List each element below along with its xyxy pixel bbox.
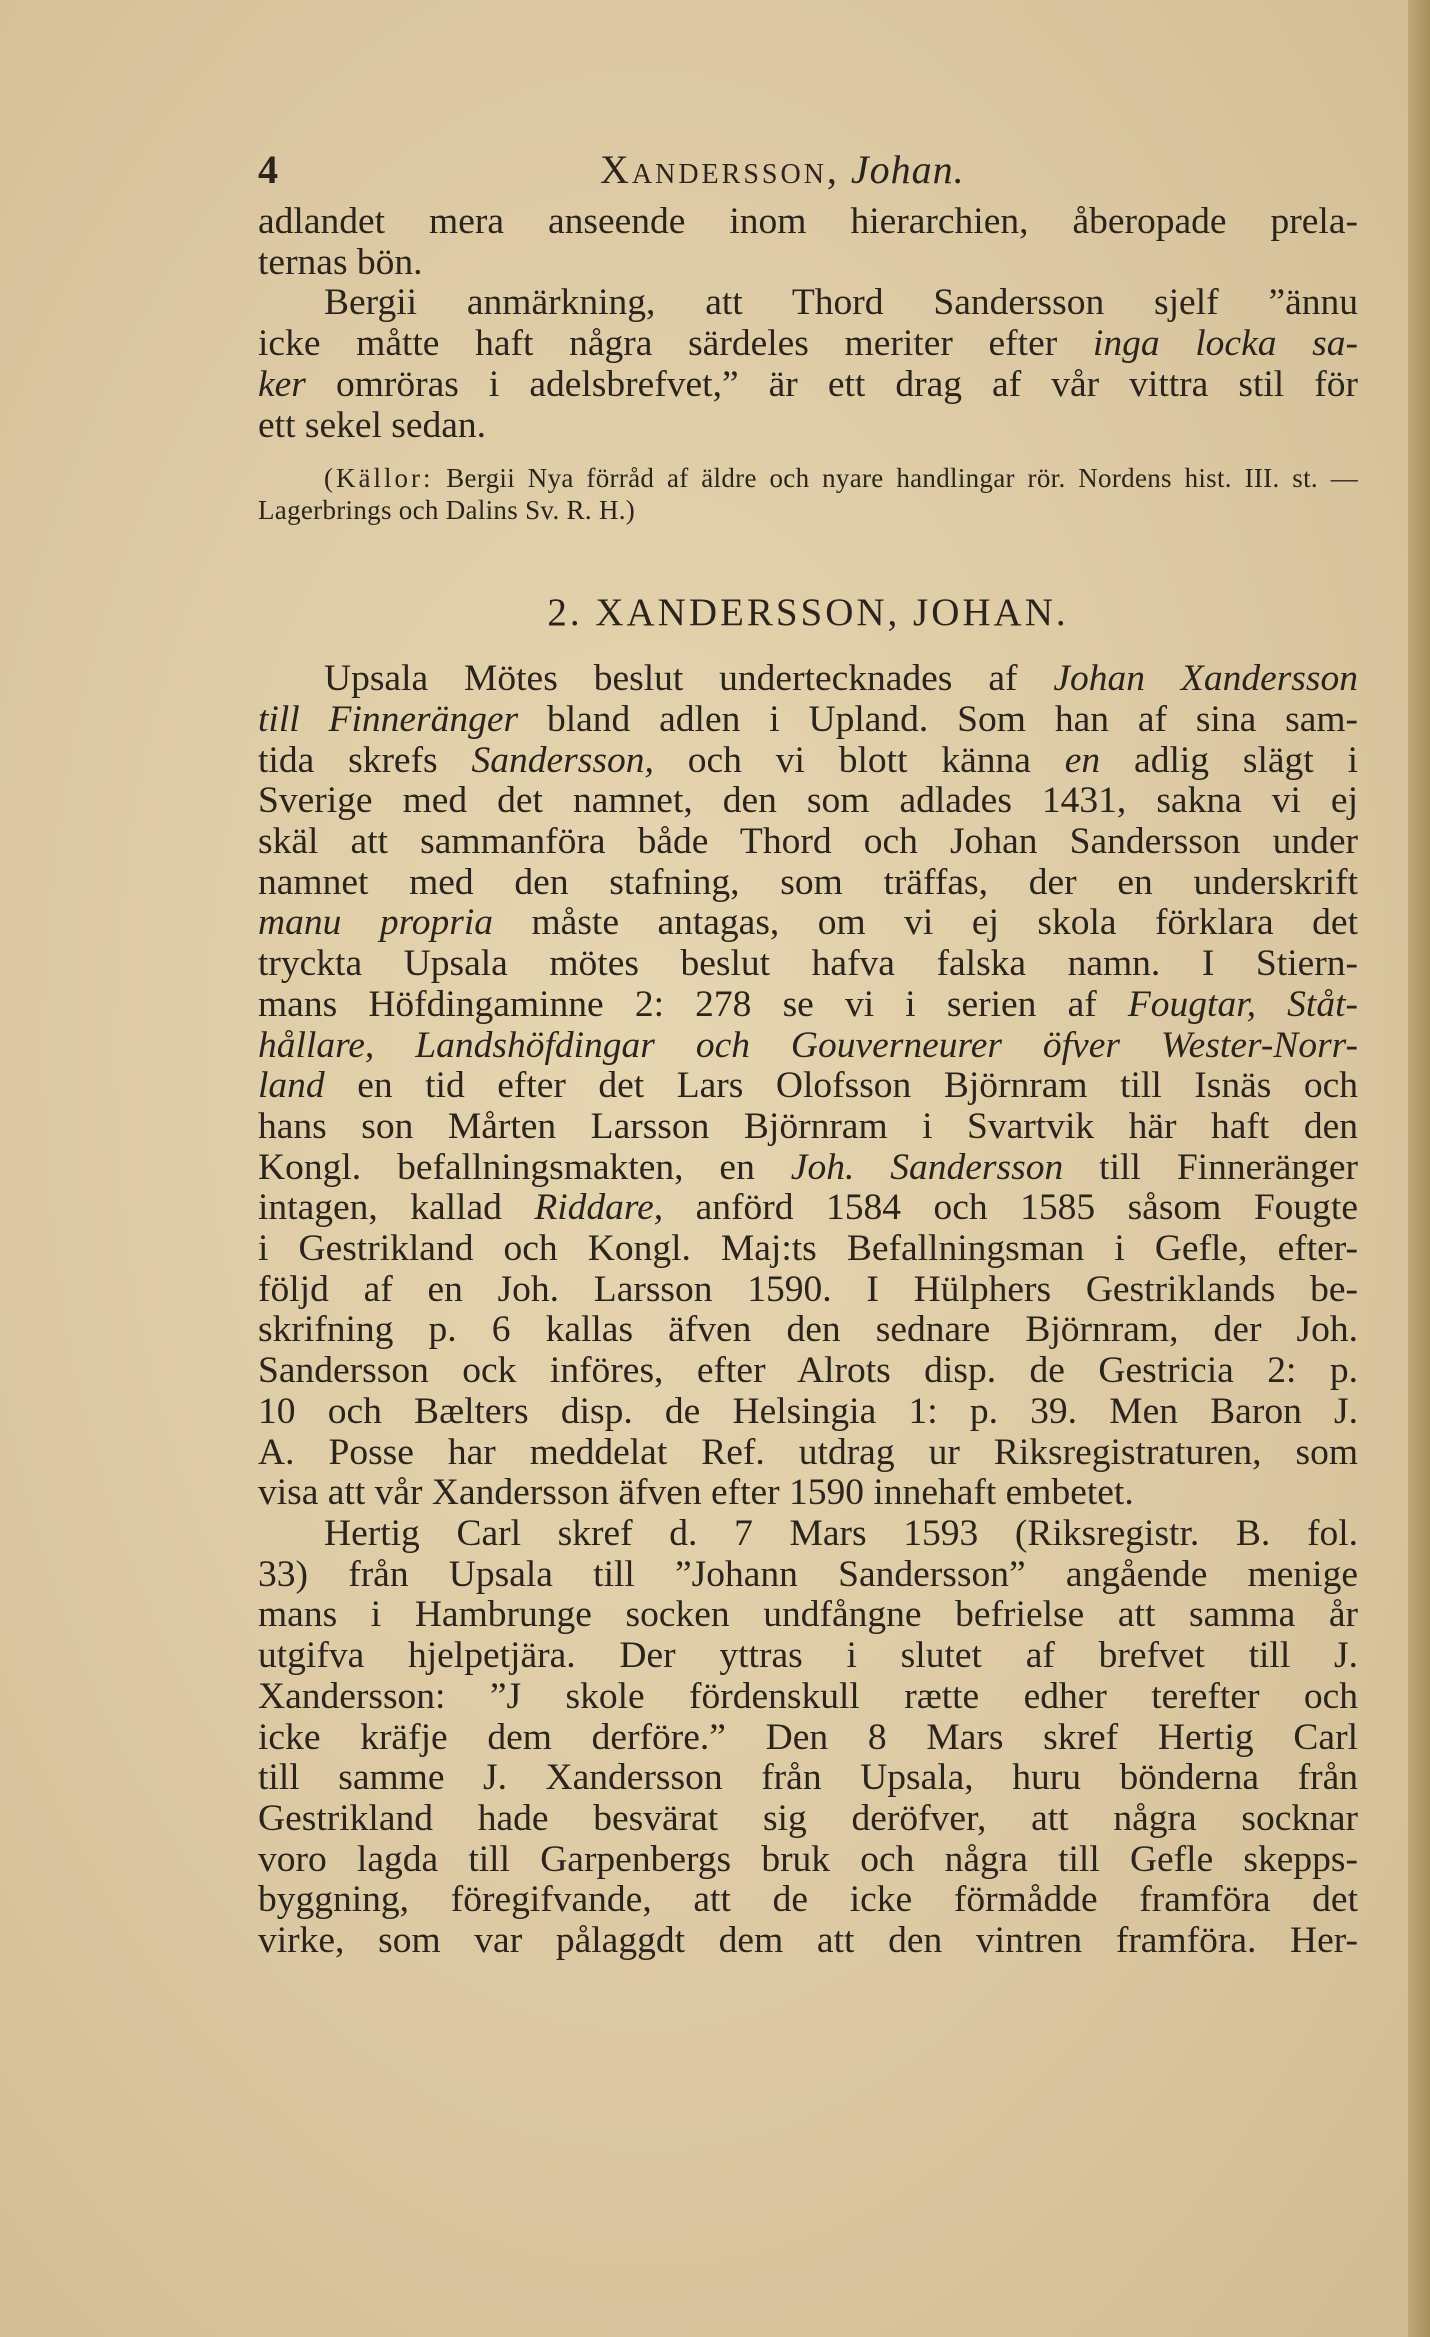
text-line: icke kräfje dem derföre.” Den 8 Mars skref Hertig Carl xyxy=(258,1716,1358,1758)
text-run: måste antagas, om vi ej skola förklara det xyxy=(493,902,1358,944)
sources-label: (Källor: xyxy=(324,463,434,494)
text-line xyxy=(258,1148,1358,1189)
text-run: bland adlen i Upland. Som han af sina sam- xyxy=(518,698,1359,740)
text-line: Sandersson ock införes, efter Alrots disp. de Gestricia 2: p. xyxy=(258,1350,1358,1392)
text-line xyxy=(258,1026,1358,1067)
text-line: tryckta Upsala mötes beslut hafva falska namn. I Stiern- xyxy=(258,943,1358,985)
text-line: adlandet mera anseende inom hierarchien, åberopade prela- xyxy=(258,201,1358,242)
text-line: utgifva hjelpetjära. Der yttras i slutet af brefvet till J. xyxy=(258,1635,1358,1677)
text-line xyxy=(258,659,1358,700)
text-line: ett sekel sedan. xyxy=(258,404,487,446)
page-content xyxy=(258,140,1358,1962)
text-line: i Gestrikland och Kongl. Maj:ts Befallningsman i Gefle, efter- xyxy=(258,1228,1358,1270)
italic-run: land xyxy=(258,1065,325,1107)
italic-run: Johan Xandersson xyxy=(1053,658,1358,700)
running-header xyxy=(258,140,1358,202)
sources-note xyxy=(258,462,1358,526)
text-run: en tid efter det Lars Olofsson Björnram till Isnäs och xyxy=(324,1065,1358,1107)
italic-run: Riddare, xyxy=(534,1187,664,1229)
italic-run: till Finneränger xyxy=(258,698,519,740)
text-line: Gestrikland hade besvärat sig deröfver, att några socknar xyxy=(258,1797,1358,1839)
text-line: till samme J. Xandersson från Upsala, huru bönderna från xyxy=(258,1757,1358,1799)
text-run: omröras i adelsbrefvet,” är ett drag af vår vittra stil för xyxy=(305,363,1358,405)
italic-run: inga locka sa- xyxy=(1092,323,1358,365)
text-line xyxy=(258,1188,1358,1229)
text-line: visa att vår Xandersson äfven efter 1590 innehaft embetet. xyxy=(258,1472,1134,1514)
text-line: namnet med den stafning, som träffas, der en underskrift xyxy=(258,861,1358,903)
running-head xyxy=(600,146,965,193)
text-line xyxy=(258,324,1358,365)
italic-run: ker xyxy=(258,363,306,405)
text-line: Xandersson: ”J skole fördenskull rætte edher terefter och xyxy=(258,1675,1358,1717)
text-line: A. Posse har meddelat Ref. utdrag ur Riksregistraturen, som xyxy=(258,1431,1358,1473)
text-run: mans Höfdingaminne 2: 278 se vi i serien af xyxy=(258,983,1128,1025)
section-title: 2. XANDERSSON, JOHAN. xyxy=(547,591,1069,635)
text-run: och vi blott känna xyxy=(653,739,1065,781)
text-line: virke, som var pålaggdt dem att den vintren framföra. Her- xyxy=(258,1920,1358,1962)
text-line: 33) från Upsala till ”Johann Sandersson” angående menige xyxy=(258,1553,1358,1595)
page-edge xyxy=(1408,0,1430,2337)
main-paragraph xyxy=(258,659,1358,1514)
italic-run: Joh. Sandersson xyxy=(790,1146,1064,1188)
text-run: anförd 1584 och 1585 såsom Fougte xyxy=(663,1187,1358,1229)
intro-paragraph xyxy=(258,202,1358,283)
italic-run: Fougtar, Ståt- xyxy=(1127,983,1358,1025)
sources-text: Bergii Nya förråd af äldre och nyare handlingar rör. Nordens hist. III. st. — Lagerbrings och Dalins Sv. R. H.) xyxy=(258,463,1358,526)
italic-run: hållare, Landshöfdingar och Gouverneurer öfver Wester-Norr- xyxy=(258,1024,1358,1066)
text-run: Upsala Mötes beslut undertecknades af xyxy=(324,658,1054,700)
page-number: 4 xyxy=(258,147,279,192)
text-line xyxy=(258,741,1358,782)
text-line: 10 och Bælters disp. de Helsingia 1: p. 39. Men Baron J. xyxy=(258,1390,1358,1432)
hertig-paragraph xyxy=(258,1514,1358,1962)
running-head-surname: Xandersson, xyxy=(600,147,840,192)
text-run: Kongl. befallningsmakten, en xyxy=(258,1146,791,1188)
bergii-paragraph xyxy=(258,283,1358,446)
text-line: skrifning p. 6 kallas äfven den sednare Björnram, der Joh. xyxy=(258,1309,1358,1351)
text-line: voro lagda till Garpenbergs bruk och några till Gefle skepps- xyxy=(258,1838,1358,1880)
text-line: byggning, föregifvande, att de icke förmådde framföra det xyxy=(258,1879,1358,1921)
running-head-given-name: Johan. xyxy=(850,147,965,192)
italic-run: Sandersson, xyxy=(471,739,654,781)
text-run: till Finneränger xyxy=(1063,1146,1359,1188)
text-line: skäl att sammanföra både Thord och Johan Sandersson under xyxy=(258,821,1358,863)
text-line: Bergii anmärkning, att Thord Sandersson sjelf ”ännu xyxy=(324,282,1358,324)
text-line: hans son Mårten Larsson Björnram i Svartvik här haft den xyxy=(258,1105,1358,1147)
text-line xyxy=(258,700,1358,741)
text-line xyxy=(258,903,1358,944)
text-line xyxy=(258,1066,1358,1107)
text-run: intagen, kallad xyxy=(258,1187,535,1229)
text-run: tida skrefs xyxy=(258,739,472,781)
text-run: adlig slägt i xyxy=(1100,739,1359,781)
text-line: mans i Hambrunge socken undfångne befrielse att samma år xyxy=(258,1594,1358,1636)
italic-run: en xyxy=(1064,739,1101,781)
text-run: icke måtte haft några särdeles meriter efter xyxy=(258,323,1093,365)
text-line: ternas bön. xyxy=(258,241,423,283)
text-line xyxy=(258,365,1358,406)
italic-run: manu propria xyxy=(258,902,494,944)
text-line: Hertig Carl skref d. 7 Mars 1593 (Riksregistr. B. fol. xyxy=(324,1512,1358,1554)
text-line xyxy=(258,985,1358,1026)
text-line: Sverige med det namnet, den som adlades 1431, sakna vi ej xyxy=(258,780,1358,822)
text-line: följd af en Joh. Larsson 1590. I Hülphers Gestriklands be- xyxy=(258,1268,1358,1310)
